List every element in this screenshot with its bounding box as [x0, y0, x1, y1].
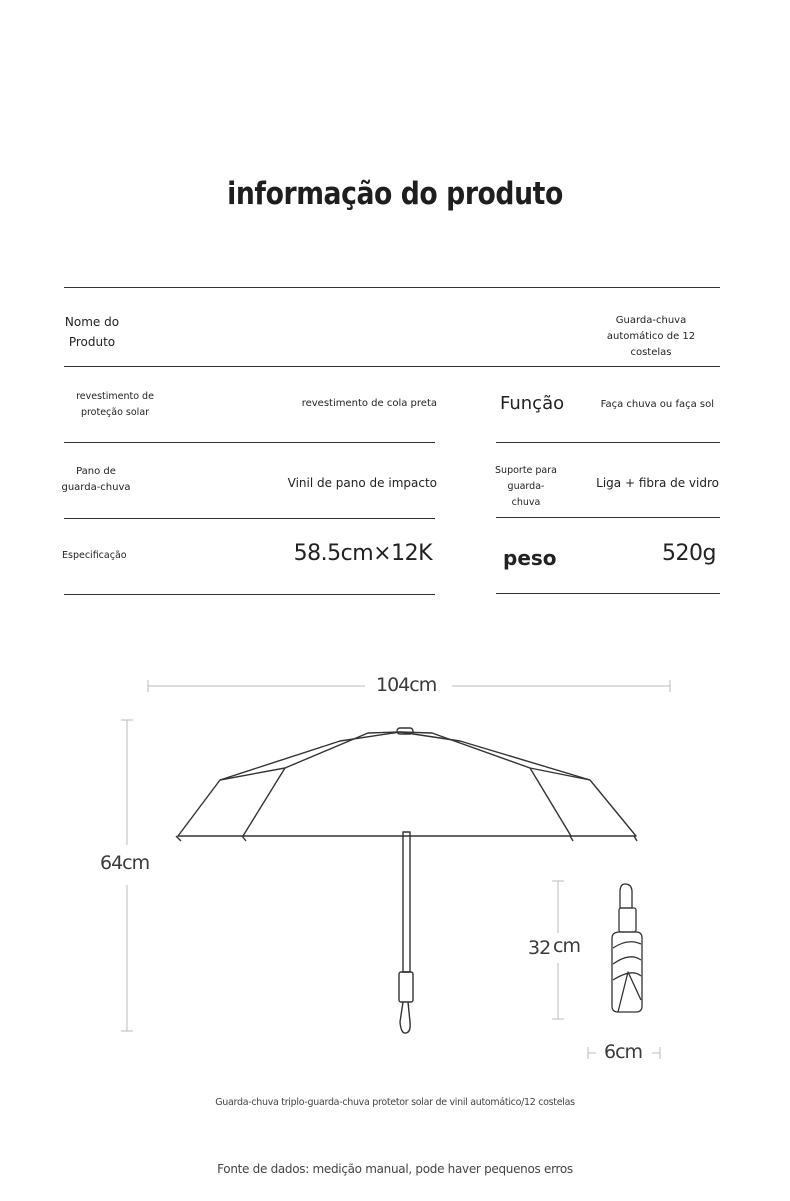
- coating-value: revestimento de cola preta: [301, 398, 437, 409]
- frame-label: Suporte para guarda-chuva: [495, 465, 557, 508]
- fabric-label: Pano de guarda-chuva: [61, 466, 131, 493]
- frame-value: Liga + fibra de vidro: [596, 476, 719, 490]
- folded-length-number: 32: [528, 937, 551, 959]
- weight-label: peso: [503, 546, 557, 570]
- open-width-label: 104cm: [376, 674, 437, 696]
- function-label: Função: [500, 393, 565, 414]
- data-source-note: Fonte de dados: medição manual, pode haver pequenos erros: [217, 1162, 573, 1176]
- folded-length-unit: cm: [553, 935, 580, 957]
- weight-value: 520g: [662, 541, 716, 566]
- product-caption: Guarda-chuva triplo-guarda-chuva protetor solar de vinil automático/12 costelas: [215, 1097, 575, 1108]
- page-title: informação do produto: [227, 176, 563, 212]
- spec-value: 58.5cm×12K: [293, 541, 432, 566]
- spec-label: Especificação: [62, 550, 127, 561]
- function-value: Faça chuva ou faça sol: [600, 399, 714, 410]
- fabric-value: Vinil de pano de impacto: [287, 476, 437, 490]
- folded-width-label: 6cm: [604, 1041, 643, 1063]
- open-height-label: 64cm: [100, 852, 150, 874]
- name-value: Guarda-chuva automático de 12 costelas: [606, 315, 696, 358]
- name-label: Nome do Produto: [64, 315, 120, 349]
- coating-label: revestimento de proteção solar: [76, 391, 154, 418]
